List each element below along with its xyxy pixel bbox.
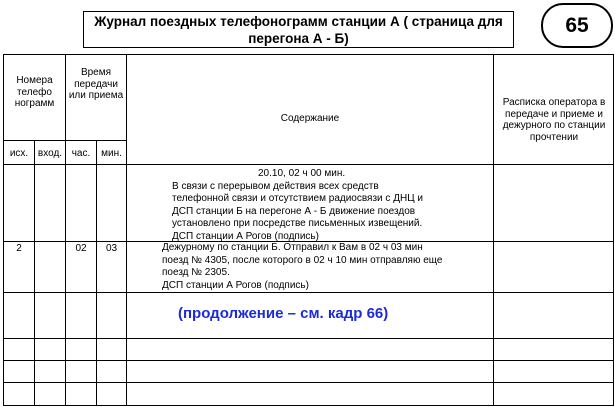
page-number-badge: 65 — [541, 3, 613, 48]
header-outgoing: исх. — [9, 148, 29, 159]
row1-line: В связи с перерывом действия всех средств — [172, 180, 379, 192]
row2-content — [162, 242, 442, 292]
row2-hours: 02 — [75, 243, 87, 254]
header-numbers: Номера телефо нограмм — [14, 75, 55, 109]
header-incoming: вход. — [37, 148, 63, 159]
row2-line: поезд № 4305, после которого в 02 ч 10 мин отправляю еще — [162, 254, 443, 266]
header-content: Содержание — [280, 113, 340, 124]
row1-line: ДСП станции А Рогов (подпись) — [172, 230, 319, 242]
row2-line: поезд № 2305. — [162, 267, 230, 278]
row2-line: Дежурному по станции Б. Отправил к Вам в 02 ч 03 мин — [162, 242, 423, 253]
row2-line: ДСП станции А Рогов (подпись) — [162, 279, 309, 291]
row2-outgoing: 2 — [16, 243, 22, 254]
row1-content — [172, 168, 423, 243]
row1-line: 20.10, 02 ч 00 мин. — [258, 168, 346, 179]
row2-minutes: 03 — [105, 243, 118, 254]
continuation-note: (продолжение – см. кадр 66) — [178, 305, 389, 322]
journal-title: Журнал поездных телефонограмм станции А ( страница для перегона А - Б) — [83, 11, 514, 48]
header-time: Время передачи или приема — [68, 67, 124, 101]
row1-line: установлено при посредстве письменных извещений. — [172, 218, 423, 229]
header-receipt: Расписка оператора в передаче и приеме и дежурного по станции прочтении — [502, 97, 606, 143]
row1-line: ДСП станции Б на перегоне А - Б движение поездов — [172, 205, 416, 217]
row1-line: телефонной связи и отсутствием радиосвязи с ДНЦ и — [172, 193, 423, 204]
header-hours: час. — [71, 148, 91, 159]
header-minutes: мин. — [101, 148, 122, 159]
